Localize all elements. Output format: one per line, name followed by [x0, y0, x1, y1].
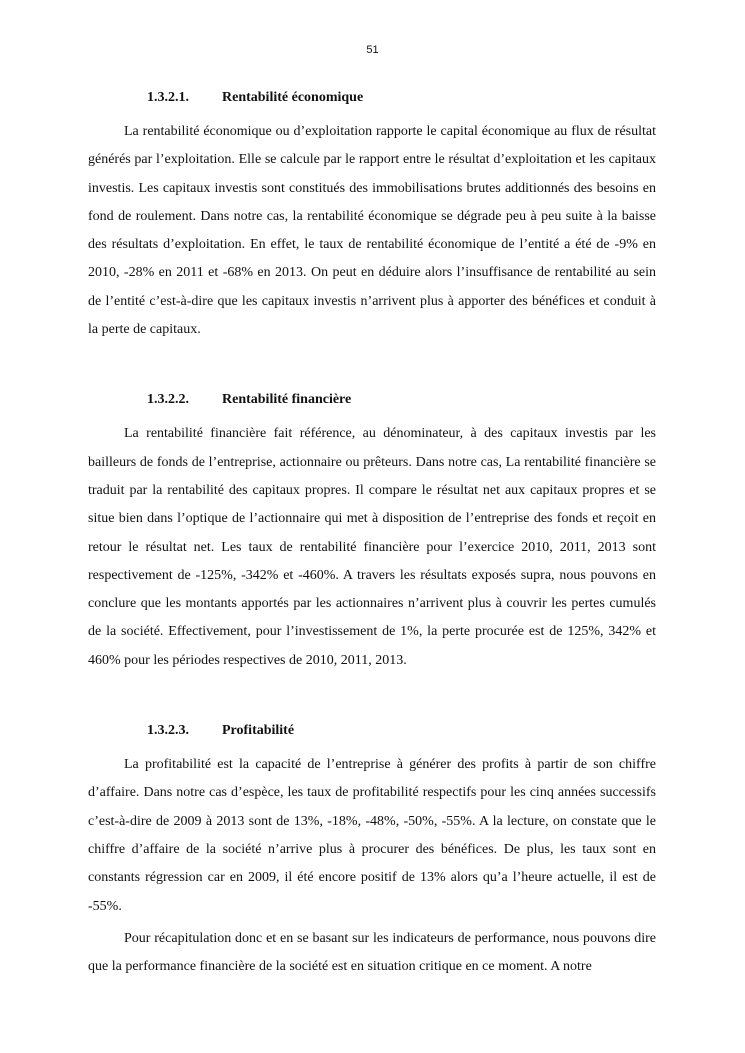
section-heading-rentabilite-financiere: [88, 390, 656, 410]
section-title: Profitabilité: [222, 723, 295, 739]
section-number: 1.3.2.1.: [147, 90, 189, 105]
section-number: 1.3.2.3.: [147, 723, 189, 739]
paragraph: La rentabilité financière fait référence, au dénominateur, à des capitaux investis par les bailleurs de fonds de l’entreprise, actionnaire ou prêteurs. Dans notre cas, La rentabilité financière se traduit par la rentabilité des capitaux propres. Il compare le résultat net aux capitaux propres et se situe bien dans l’optique de l’actionnaire qui met à disposition de l’entreprise des fonds et reçoit en retour le résultat net. Les taux de rentabilité financière pour l’exercice 2010, 2011, 2013 sont respectivement de -125%, -342% et -460%. A travers les résultats exposés supra, nous pouvons en conclure que les montants apportés par les actionnaires n’arrivent plus à couvrir les pertes cumulés de la société. Effectivement, pour l’investissement de 1%, la perte procurée est de 125%, 342% et 460% pour les périodes respectives de 2010, 2011, 2013.: [88, 426, 656, 668]
paragraph: La rentabilité économique ou d’exploitation rapporte le capital économique au flux de résultat générés par l’exploitation. Elle se calcule par le rapport entre le résultat d’exploitation et les capitaux investis. Les capitaux investis sont constitués des immobilisations brutes additionnés des besoins en fond de roulement. Dans notre cas, la rentabilité économique se dégrade peu à peu suite à la baisse des résultats d’exploitation. En effet, le taux de rentabilité économique de l’entité a été de -9% en 2010, -28% en 2011 et -68% en 2013. On peut en déduire alors l’insuffisance de rentabilité au sein de l’entité c’est-à-dire que les capitaux investis n’arrivent plus à apporter des bénéfices et conduit à la perte de capitaux.: [88, 124, 656, 338]
section-heading-profitabilite: [88, 721, 656, 741]
section-number: 1.3.2.2.: [147, 392, 189, 408]
paragraph: Pour récapitulation donc et en se basant sur les indicateurs de performance, nous pouvons dire que la performance financière de la société est en situation critique en ce moment. A notre: [88, 930, 656, 975]
section-title: Rentabilité financière: [222, 392, 352, 408]
section-title: Rentabilité économique: [222, 90, 364, 105]
page-number: 51: [366, 44, 379, 56]
document-body: [88, 88, 656, 981]
section-heading-rentabilite-economique: [88, 88, 656, 108]
paragraph: La profitabilité est la capacité de l’entreprise à générer des profits à partir de son chiffre d’affaire. Dans notre cas d’espèce, les taux de profitabilité respectifs pour les cinq années successifs c’est-à-dire de 2009 à 2013 sont de 13%, -18%, -48%, -50%, -55%. A la lecture, on constate que le chiffre d’affaire de la société n’arrive plus à procurer des bénéfices. De plus, les taux sont en constants régression car en 2009, il été encore positif de 13% alors qu’a l’heure actuelle, il est de -55%.: [88, 757, 656, 914]
